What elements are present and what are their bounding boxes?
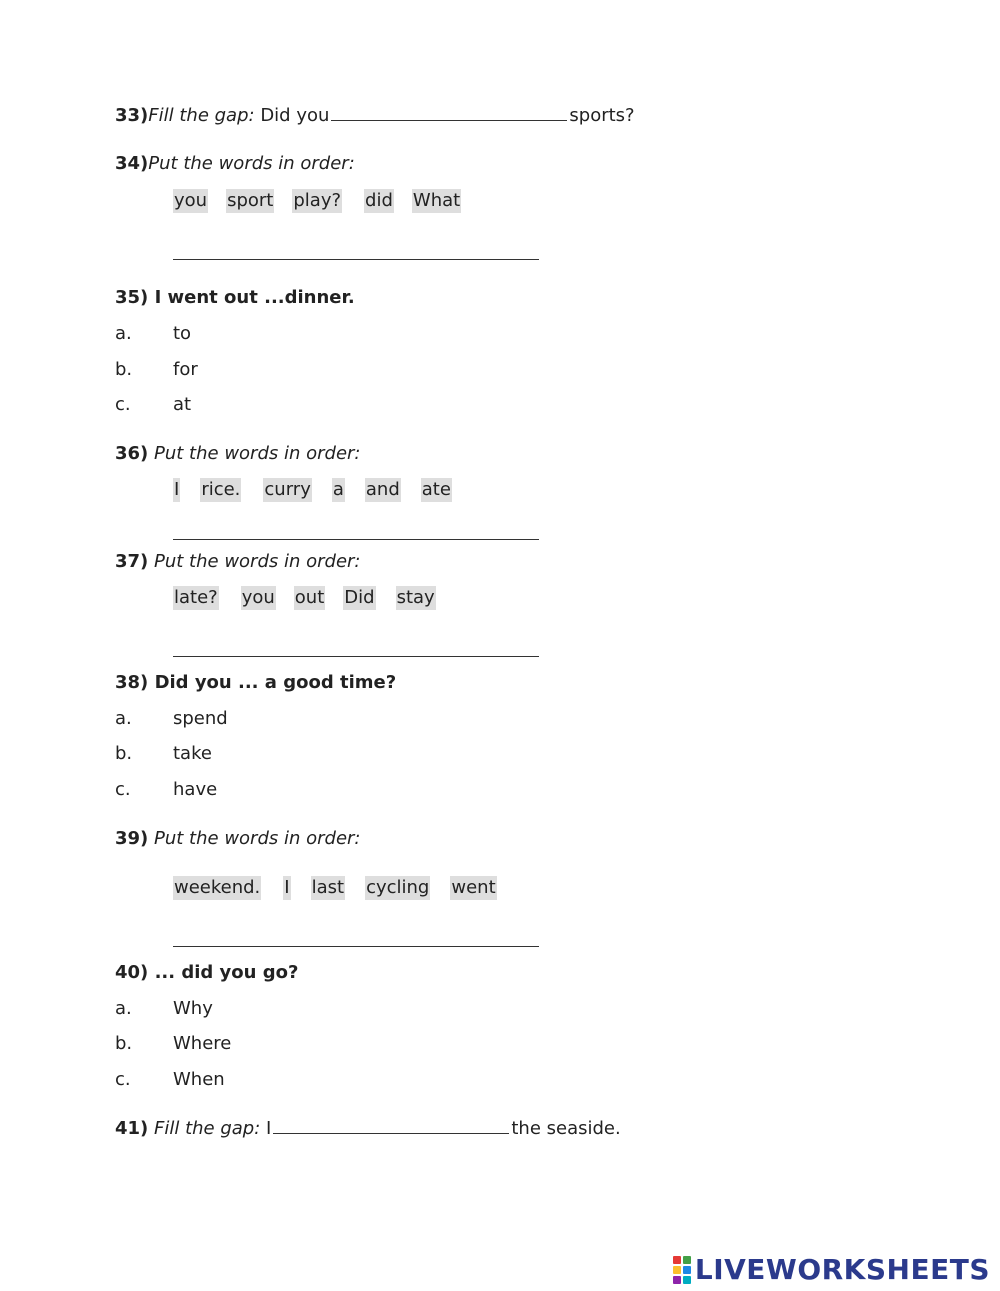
word-chip[interactable]: sport [227,190,274,211]
fill-gap-41[interactable] [273,1117,509,1134]
sentence-start: I [266,1118,272,1139]
option-a[interactable] [115,997,213,1021]
question-prompt: Fill the gap: [148,105,255,126]
sentence-end: sports? [569,105,635,126]
option-letter: a. [115,708,132,729]
question-number: 34) [115,153,149,174]
word-chips-39 [173,876,497,900]
word-chips-36 [173,478,452,502]
question-35 [115,286,355,310]
word-chip[interactable]: did [365,190,393,211]
question-number: 41) [115,1118,149,1139]
option-text: When [173,1069,225,1090]
word-chip[interactable]: and [365,479,400,500]
word-chip[interactable]: last [311,877,345,898]
answer-line-39[interactable] [173,946,539,947]
sentence-end: the seaside. [511,1118,621,1139]
question-38 [115,671,396,695]
option-text: at [173,394,192,415]
option-c[interactable] [115,1068,225,1092]
word-chip[interactable]: ate [421,479,451,500]
question-text: ... did you go? [154,962,299,983]
question-number: 37) [115,551,149,572]
option-letter: c. [115,394,131,415]
word-chips-34 [173,189,461,213]
word-chip[interactable]: a [332,479,344,500]
question-text: Did you ... a good time? [154,672,397,693]
word-chip[interactable]: I [174,479,180,500]
word-chip[interactable]: I [284,877,290,898]
word-chip[interactable]: you [174,190,208,211]
word-chip[interactable]: play? [293,190,342,211]
word-chip[interactable]: out [294,587,325,608]
question-prompt: Put the words in order: [154,551,361,572]
logo-text: LIVEWORKSHEETS [694,1253,990,1286]
word-chip[interactable]: stay [396,587,435,608]
option-text: have [173,779,218,800]
word-chip[interactable]: curry [264,479,311,500]
option-letter: b. [115,1033,133,1054]
question-prompt: Fill the gap: [154,1118,261,1139]
option-text: for [173,359,198,380]
logo-block [673,1256,681,1264]
word-chip[interactable]: you [241,587,275,608]
option-c[interactable] [115,778,217,802]
option-text: Where [173,1033,232,1054]
word-chip[interactable]: Did [344,587,375,608]
question-41 [115,1117,621,1141]
sentence-start: Did you [260,105,330,126]
question-34 [115,152,355,176]
logo-blocks-icon [673,1256,691,1284]
word-chip[interactable]: rice. [201,479,241,500]
word-chip[interactable]: weekend. [174,877,261,898]
question-39 [115,827,361,851]
question-number: 33) [115,105,149,126]
logo-block [683,1256,691,1264]
question-37 [115,550,361,574]
option-letter: c. [115,779,131,800]
answer-line-37[interactable] [173,656,539,657]
question-prompt: Put the words in order: [154,828,361,849]
fill-gap-33[interactable] [331,104,567,121]
answer-line-36[interactable] [173,539,539,540]
option-letter: b. [115,359,133,380]
question-text: I went out ...dinner. [154,287,355,308]
answer-line-34[interactable] [173,259,539,260]
option-a[interactable] [115,322,191,346]
word-chip[interactable]: cycling [366,877,430,898]
word-chip[interactable]: What [412,190,461,211]
option-text: take [173,743,212,764]
word-chips-37 [173,586,436,610]
logo-block [683,1266,691,1274]
option-text: to [173,323,192,344]
option-b[interactable] [115,1032,231,1056]
question-number: 40) [115,962,149,983]
option-letter: c. [115,1069,131,1090]
option-a[interactable] [115,707,228,731]
option-b[interactable] [115,742,212,766]
liveworksheets-logo [673,1253,990,1286]
question-number: 36) [115,443,149,464]
logo-block [683,1276,691,1284]
logo-block [673,1266,681,1274]
question-number: 39) [115,828,149,849]
word-chip[interactable]: went [451,877,496,898]
question-40 [115,961,298,985]
question-number: 35) [115,287,149,308]
option-letter: a. [115,323,132,344]
logo-block [673,1276,681,1284]
option-letter: a. [115,998,132,1019]
question-number: 38) [115,672,149,693]
question-prompt: Put the words in order: [154,443,361,464]
option-letter: b. [115,743,133,764]
option-c[interactable] [115,393,191,417]
option-text: Why [173,998,213,1019]
option-b[interactable] [115,358,198,382]
option-text: spend [173,708,228,729]
question-prompt: Put the words in order: [148,153,355,174]
question-36 [115,442,361,466]
question-33 [115,104,635,128]
word-chip[interactable]: late? [174,587,218,608]
